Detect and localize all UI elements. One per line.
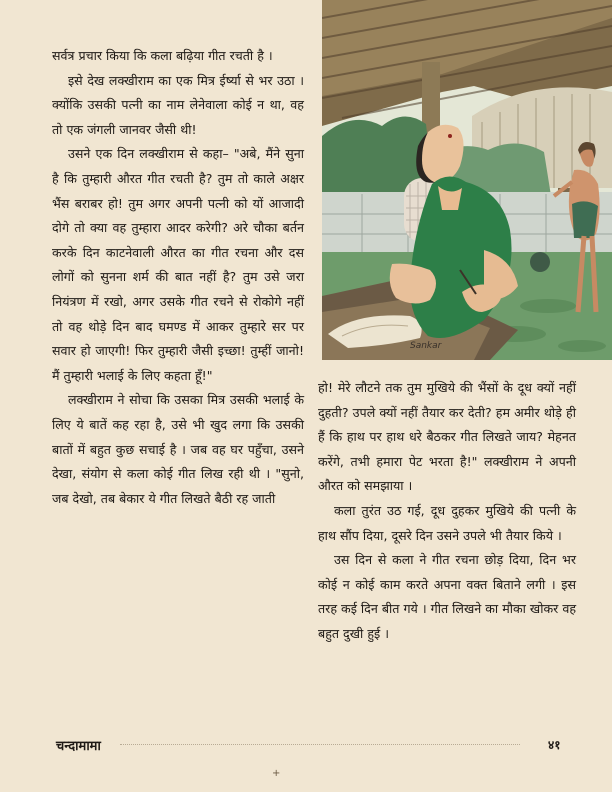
page-number: ४१ xyxy=(548,738,561,752)
illustration-drawing xyxy=(322,0,612,360)
paragraph: इसे देख लक्खीराम का एक मित्र ईर्ष्या से भर उठा । क्योंकि उसकी पत्नी का नाम लेनेवाला कोई न था, वह तो एक जंगली जानवर जैसी थी! xyxy=(52,72,304,137)
right-text-column xyxy=(318,376,576,647)
story-illustration xyxy=(322,0,612,360)
paragraph: लक्खीराम ने सोचा कि उसका मित्र उसकी भलाई के लिए ये बातें कह रहा है, उसे भी खुद लगा कि उसकी बातों में बहुत कुछ सचाई है । जब वह घर पहुँचा, उसने देखा, संयोग से कला कोई गीत लिख रही थी । "सुनो, जब देखो, तब बेकार ये गीत लिखते बैठी रह जाती xyxy=(52,392,304,506)
paragraph: सर्वत्र प्रचार किया कि कला बढ़िया गीत रचती है । xyxy=(52,48,273,63)
paragraph: हो! मेरे लौटने तक तुम मुखिये की भैंसों के दूध क्यों नहीं दुहती? उपले क्यों नहीं तैयार कर देती? हम अमीर थोड़े ही हैं कि हाथ पर हाथ धरे बैठकर गीत लिखते जाय? मेहनत करेंगे, तभी हमारा पेट भरता है!" लक्खीराम ने अपनी औरत को समझाया । xyxy=(318,380,576,494)
magazine-name: चन्दामामा xyxy=(56,739,101,754)
paragraph: उस दिन से कला ने गीत रचना छोड़ दिया, दिन भर कोई न कोई काम करते अपना वक्त बिताने लगी । इस तरह कई दिन बीत गये । गीत लिखने का मौका खोकर वह बहुत दुखी हुई । xyxy=(318,552,577,641)
artist-signature: Sankar xyxy=(410,341,442,351)
footer-divider xyxy=(120,744,520,745)
paragraph: उसने एक दिन लक्खीराम से कहा– "अबे, मैंने सुना है कि तुम्हारी औरत गीत रचती है? तुम तो काले अक्षर भैंस बराबर हो! तुम अगर अपनी पत्नी को यों आजादी दोगे तो क्या वह तुम्हारा आदर करेगी? अरे चौका बर्तन करके दिन काटनेवाली औरत का गीत रचना और दस लोगों को सुनना शर्म की बात नहीं है? तुम उसे जरा नियंत्रण में रखो, अगर उसके गीत रचने से रोकोगे नहीं तो वह थोड़े दिन बाद घमण्ड में आकर तुम्हारे सर पर सवार हो जाएगी! फिर तुम्हारी जैसी इच्छा! तुम्हीं जानो! मैं तुम्हारी भलाई के लिए कहता हूँ!" xyxy=(52,146,304,383)
center-registration-mark: + xyxy=(272,768,281,779)
left-text-column xyxy=(52,44,304,511)
paragraph: कला तुरंत उठ गई, दूध दुहकर मुखिये की पत्नी के हाथ सौंप दिया, दूसरे दिन उसने उपले भी तैयार किये । xyxy=(318,502,576,543)
